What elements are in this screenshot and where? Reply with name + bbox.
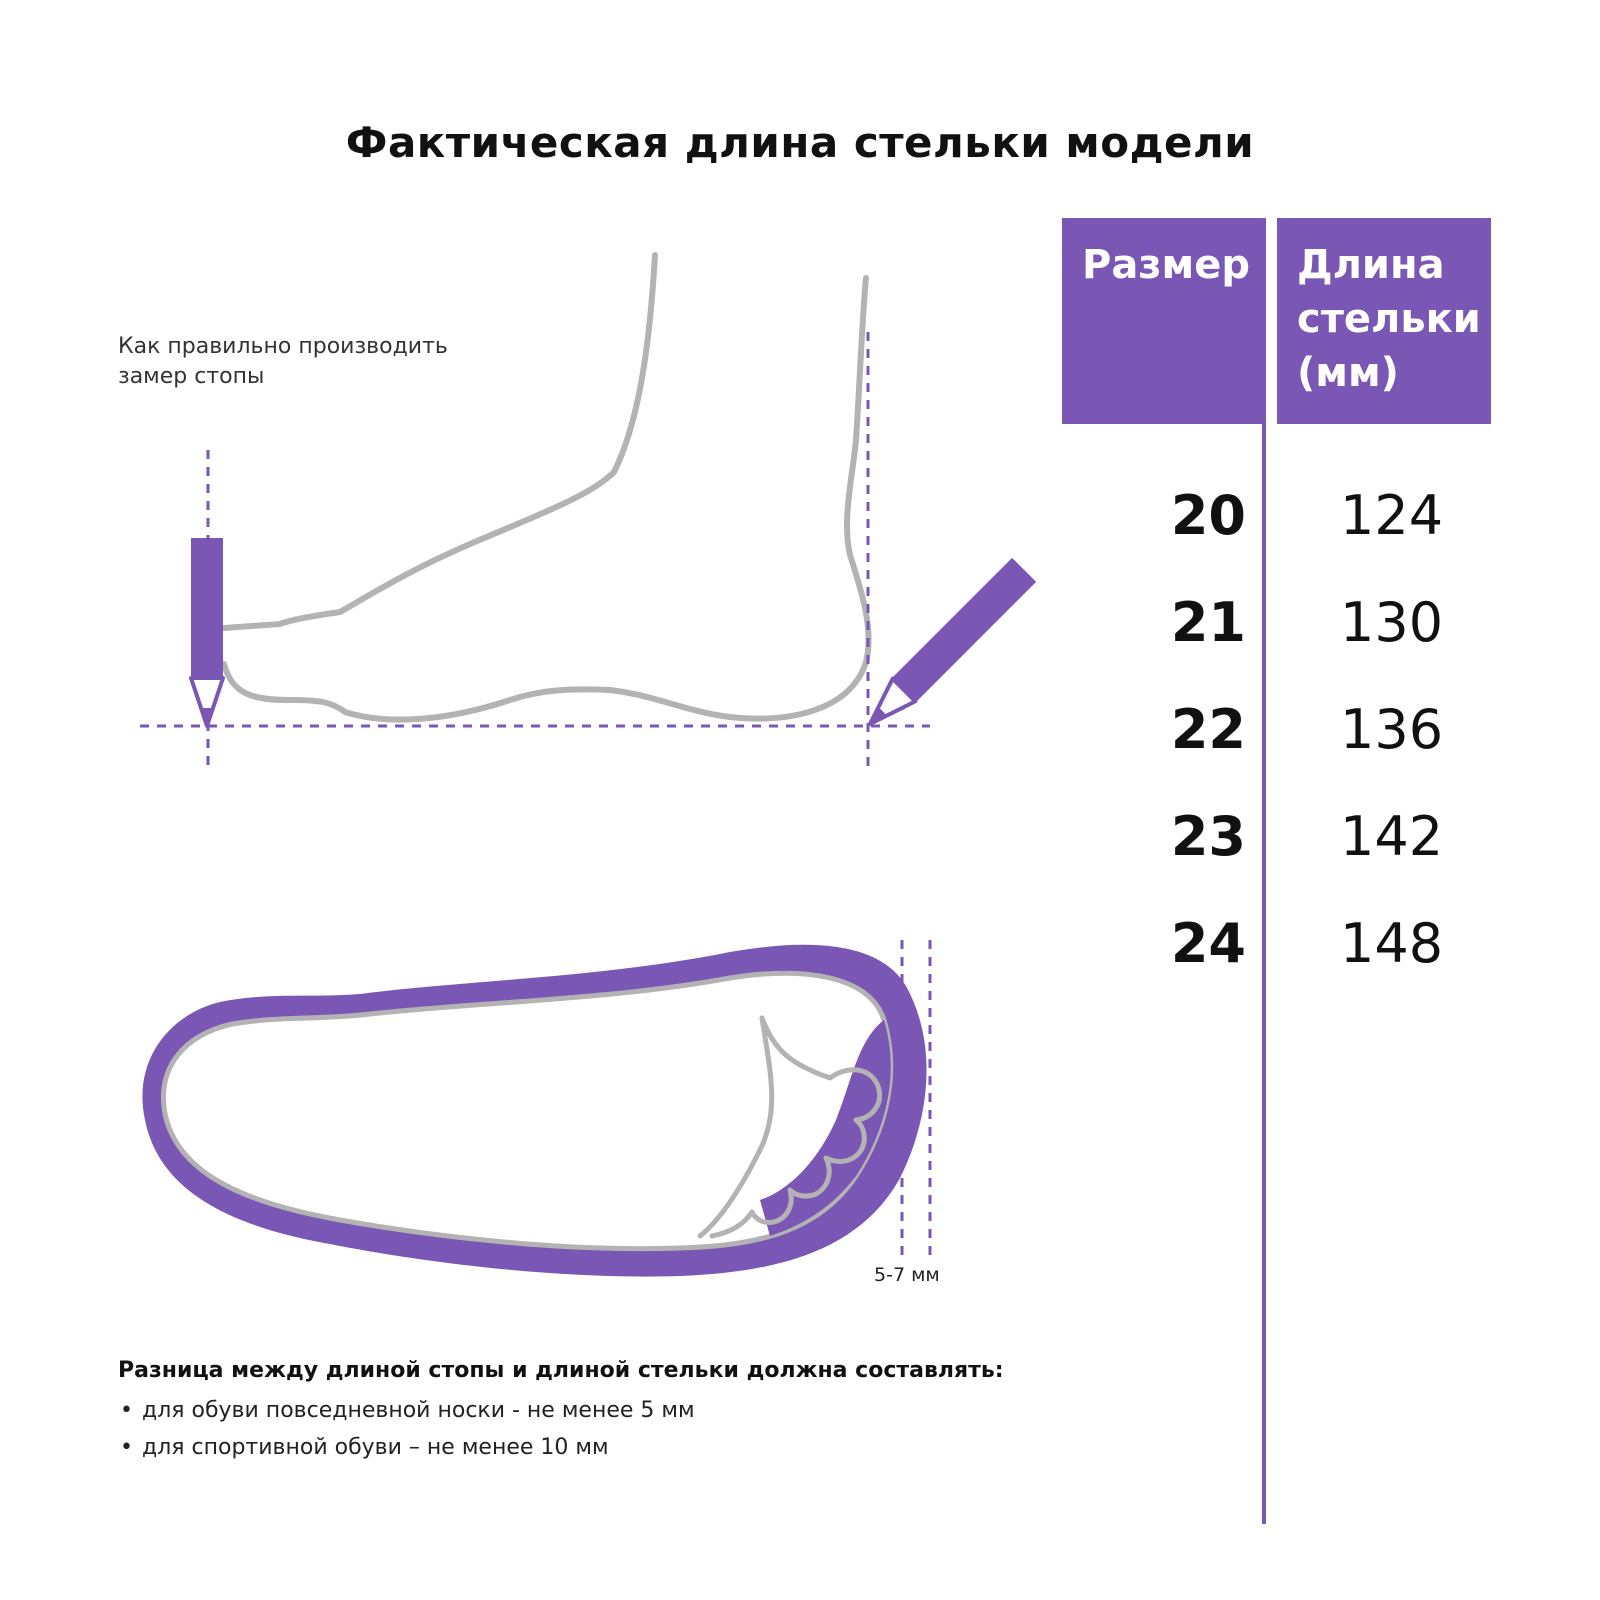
size-cell: 22 xyxy=(1170,698,1246,761)
table-row xyxy=(1062,904,1492,984)
length-cell: 142 xyxy=(1340,805,1444,868)
length-header-line-3: (мм) xyxy=(1297,350,1399,396)
note-item-text: для спортивной обуви – не менее 10 мм xyxy=(142,1435,609,1460)
pencil-icon xyxy=(191,538,223,726)
size-cell: 24 xyxy=(1170,912,1246,975)
note-heading: Разница между длиной стопы и длиной стельки должна составлять: xyxy=(118,1358,1004,1383)
size-note xyxy=(118,1356,1118,1466)
bullet: • xyxy=(120,1398,133,1423)
insole-top-view xyxy=(142,945,926,1277)
size-cell: 23 xyxy=(1170,805,1246,868)
length-cell: 130 xyxy=(1340,591,1444,654)
measuring-guides xyxy=(140,332,930,772)
length-header-line-2: стельки xyxy=(1297,296,1481,342)
size-header-label: Размер xyxy=(1082,242,1251,288)
pencil-icon xyxy=(858,558,1036,736)
instruction-line-2: замер стопы xyxy=(118,364,265,389)
length-cell: 148 xyxy=(1340,912,1444,975)
note-item-text: для обуви повседневной носки - не менее 5 мм xyxy=(142,1398,695,1423)
toe-gap-label: 5-7 мм xyxy=(874,1264,940,1286)
length-cell: 136 xyxy=(1340,698,1444,761)
table-row xyxy=(1062,583,1492,663)
length-column-header xyxy=(1277,218,1491,424)
instruction-line-1: Как правильно производить xyxy=(118,334,448,359)
size-cell: 21 xyxy=(1170,591,1246,654)
table-row xyxy=(1062,690,1492,770)
list-item xyxy=(120,1392,1118,1429)
length-header-line-1: Длина xyxy=(1297,242,1445,288)
foot-side-outline xyxy=(224,255,869,720)
note-list xyxy=(118,1392,1118,1466)
table-row xyxy=(1062,476,1492,556)
page-title: Фактическая длина стельки модели xyxy=(345,118,1255,167)
bullet: • xyxy=(120,1435,133,1460)
size-column-header xyxy=(1062,218,1264,424)
list-item xyxy=(120,1429,1118,1466)
length-cell: 124 xyxy=(1340,484,1444,547)
table-row xyxy=(1062,797,1492,877)
size-cell: 20 xyxy=(1170,484,1246,547)
